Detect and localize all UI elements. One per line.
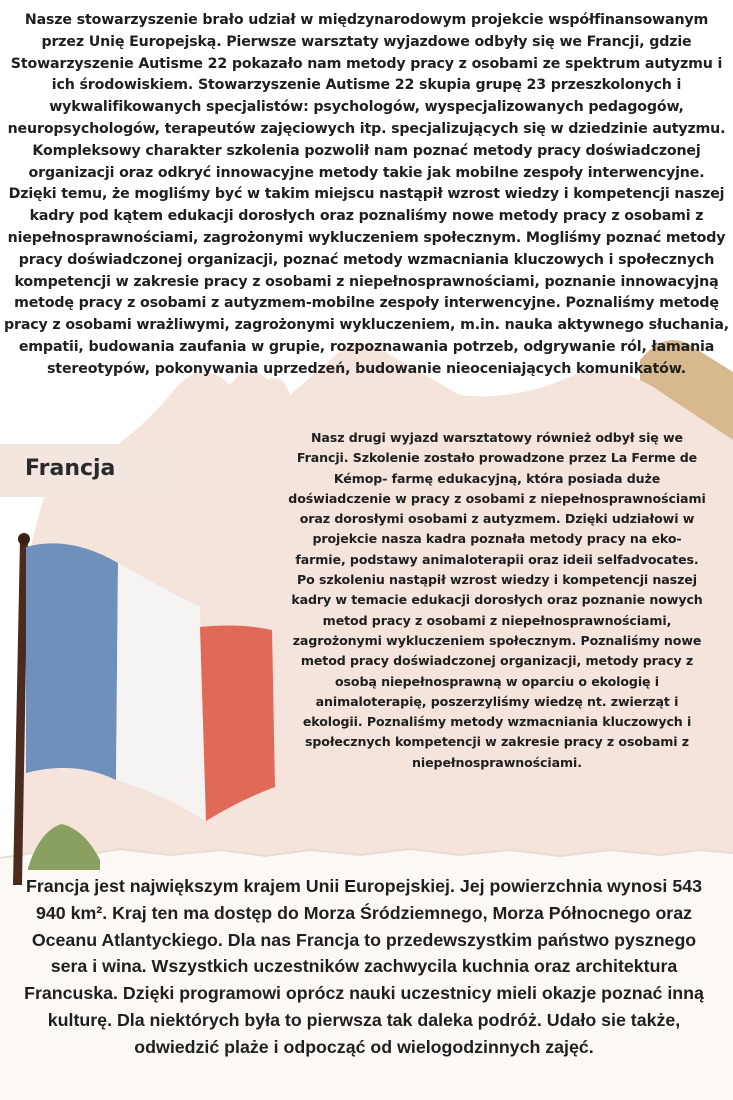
flag-blue-stripe bbox=[26, 543, 118, 780]
france-facts-paragraph: Francja jest największym krajem Unii Europejskiej. Jej powierzchnia wynosi 543 940 km². Kraj ten ma dostęp do Morza Śródziemnego, Morza Północnego oraz Oceanu Atlantyckiego. Dla nas Francja to przedewszystkim państwo pysznego sera i wina. Wszystkich uczestników zachwycila kuchnia oraz architektura Francuska. Dzięki programowi oprócz nauki uczestnicy mieli okazje poznać inną kulturę. Dla niektórych była to pierwsza tak daleka podróż. Udało sie także, odwiedzić plaże i odpocząć od wielogodzinnych zajęć. bbox=[24, 876, 704, 1057]
country-label: Francja bbox=[25, 456, 116, 481]
flag-red-stripe bbox=[200, 626, 275, 821]
second-trip-paragraph: Nasz drugi wyjazd warsztatowy również odbył się we Francji. Szkolenie zostało prowadzone przez La Ferme de Kémop- farmę edukacyjną, która posiada duże doświadczenie w pracy z osobami z niepełnosprawnościami oraz dorosłymi osobami z autyzmem. Dzięki udziałowi w projekcie nasza kadra poznała metody pracy na eko-farmie, podstawy animaloterapii oraz ideii selfadvocates. Po szkoleniu nastąpił wzrost wiedzy i kompetencji naszej kadry w temacie edukacji dorosłych oraz poznanie nowych metod pracy z osobami z niepełnosprawnościami, zagrożonymi wykluczeniem społecznym. Poznaliśmy nowe metod pracy doświadczonej organizacji, metody pracy z osobą niepełnosprawną w oparciu o ekologię i animaloterapię, poszerzyliśmy wiedzę nt. zwierząt i ekologii. Poznaliśmy metody wzmacniania kluczowych i społecznych kompetencji w zakresie pracy z osobami z niepełnosprawnościami. bbox=[288, 430, 706, 770]
flag-pole bbox=[13, 540, 28, 885]
french-flag-illustration bbox=[0, 525, 290, 885]
flag-white-stripe bbox=[116, 563, 206, 821]
intro-paragraph: Nasze stowarzyszenie brało udział w międzynarodowym projekcie współfinansowanym przez Unię Europejską. Pierwsze warsztaty wyjazdowe odbyły się we Francji, gdzie Stowarzyszenie Autisme 22 pokazało nam metody pracy z osobami ze spektrum autyzmu i ich środowiskiem. Stowarzyszenie Autisme 22 skupia grupę 23 przeszkolonych i wykwalifikowanych specjalistów: psychologów, wyspecjalizowanych pedagogów, neuropsychologów, terapeutów zajęciowych itp. specjalizujących się w dziedzinie autyzmu. Kompleksowy charakter szkolenia pozwolił nam poznać metody pracy doświadczonej organizacji oraz odkryć innowacyjne metody takie jak mobilne zespoły interwencyjne. Dzięki temu, że mogliśmy być w takim miejscu nastąpił wzrost wiedzy i kompetencji naszej kadry pod kątem edukacji dorosłych oraz poznaliśmy nowe metody pracy z osobami z niepełnosprawnościami, zagrożonymi wykluczeniem społecznym. Mogliśmy poznać metody pracy doświadczonej organizacji, poznać metody wzmacniania kluczowych i społecznych kompetencji w zakresie pracy z osobami z niepełnosprawnościami, poznanie innowacyjną metodę pracy z osobami z autyzmem-mobilne zespoły interwencyjne. Poznaliśmy metodę pracy z osobami wrażliwymi, zagrożonymi wykluczeniem, m.in. nauka aktywnego słuchania, empatii, budowania zaufania w grupie, rozpoznawania potrzeb, odgrywanie ról, łamania stereotypów, pokonywania uprzedzeń, budowanie nieoceniających komunikatów. bbox=[4, 12, 729, 377]
flag-pole-knob bbox=[18, 533, 30, 545]
